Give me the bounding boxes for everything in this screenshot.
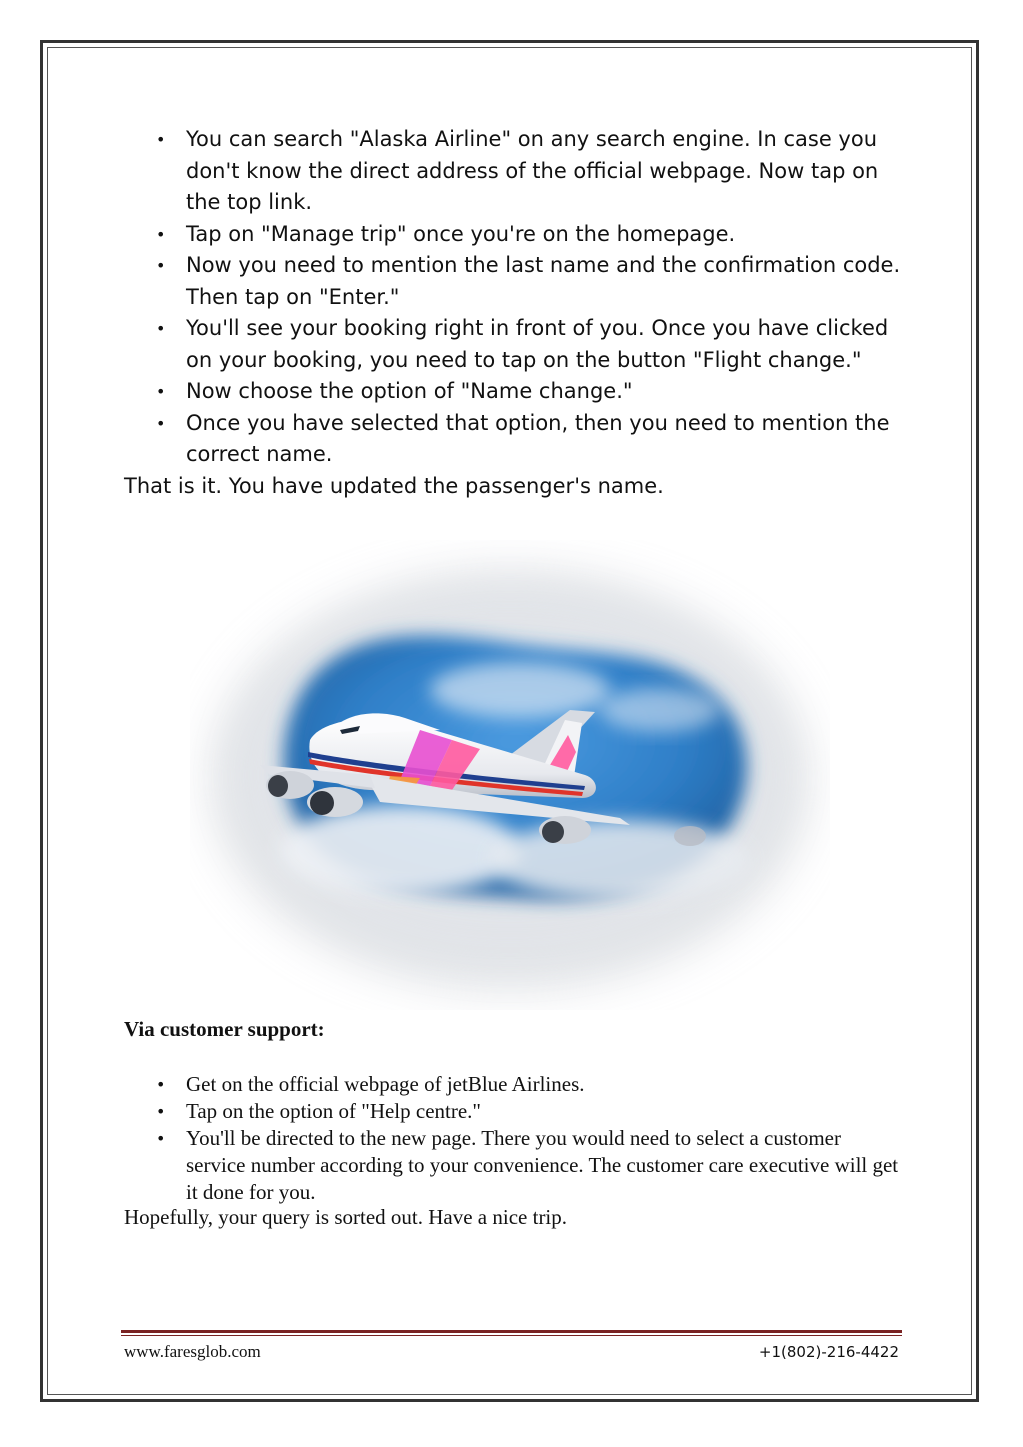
footer-website: www.faresglob.com [124,1342,261,1361]
footer-divider [121,1330,902,1336]
list-item: • Now you need to mention the last name and the confirmation code. Then tap on "Enter." [124,250,904,313]
closing-text-support: Hopefully, your query is sorted out. Have a nice trip. [124,1205,568,1229]
list-item: • Get on the official webpage of jetBlue Airlines. [124,1071,904,1098]
list-item: • Now choose the option of "Name change." [124,376,904,408]
steps-list-customer-support [124,1071,904,1206]
list-item: • Once you have selected that option, then you need to mention the correct name. [124,408,904,471]
footer-phone: +1(802)-216-4422 [758,1343,899,1361]
list-item: • Tap on the option of "Help centre." [124,1098,904,1125]
list-item: • You'll be directed to the new page. There you would need to select a customer service number according to your convenience. The customer care executive will get it done for you. [124,1125,904,1206]
airplane-in-clouds-image [190,540,830,1010]
list-item: • You can search "Alaska Airline" on any search engine. In case you don't know the direct address of the official webpage. Now tap on the top link. [124,124,904,219]
closing-text-online: That is it. You have updated the passenger's name. [124,474,664,498]
section-heading-customer-support: Via customer support: [124,1017,325,1041]
list-item: • You'll see your booking right in front of you. Once you have clicked on your booking, you need to tap on the button "Flight change." [124,313,904,376]
steps-list-online [124,124,904,471]
list-item: • Tap on "Manage trip" once you're on the homepage. [124,219,904,251]
